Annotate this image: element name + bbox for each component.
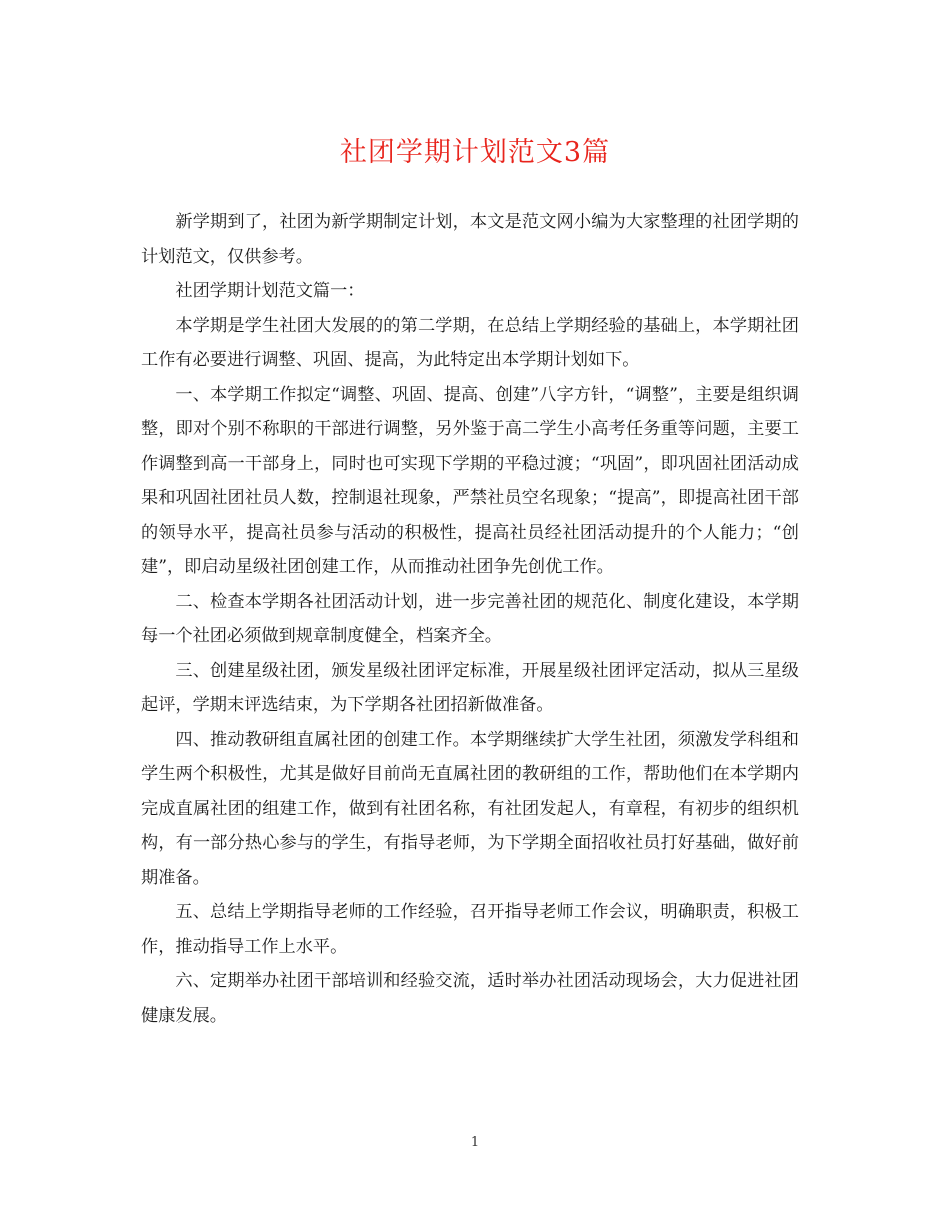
paragraph-item-2: 二、检查本学期各社团活动计划，进一步完善社团的规范化、制度化建设，本学期每一个社团必须做到规章制度健全，档案齐全。 [141, 591, 799, 646]
paragraph-item-6: 六、定期举办社团干部培训和经验交流，适时举办社团活动现场会，大力促进社团健康发展。 [141, 971, 799, 1026]
paragraph-section-heading: 社团学期计划范文篇一： [175, 281, 365, 301]
paragraph-intro: 新学期到了，社团为新学期制定计划，本文是范文网小编为大家整理的社团学期的计划范文，仅供参考。 [141, 212, 799, 267]
document-title: 社团学期计划范文3篇 [339, 137, 611, 168]
page-number: 1 [470, 1135, 480, 1150]
paragraph-item-3: 三、创建星级社团，颁发星级社团评定标准，开展星级社团评定活动，拟从三星级起评，学期末评选结束，为下学期各社团招新做准备。 [141, 660, 799, 715]
paragraph-item-4: 四、推动教研组直属社团的创建工作。本学期继续扩大学生社团，须激发学科组和学生两个积极性，尤其是做好目前尚无直属社团的教研组的工作，帮助他们在本学期内完成直属社团的组建工作，做到有社团名称，有社团发起人，有章程，有初步的组织机构，有一部分热心参与的学生，有指导老师，为下学期全面招收社员打好基础，做好前期准备。 [141, 729, 799, 888]
paragraph-overview: 本学期是学生社团大发展的的第二学期，在总结上学期经验的基础上，本学期社团工作有必要进行调整、巩固、提高，为此特定出本学期计划如下。 [141, 315, 799, 370]
paragraph-item-5: 五、总结上学期指导老师的工作经验，召开指导老师工作会议，明确职责，积极工作，推动指导工作上水平。 [141, 902, 799, 957]
paragraph-item-1: 一、本学期工作拟定“调整、巩固、提高、创建”八字方针，“调整”，主要是组织调整，即对个别不称职的干部进行调整，另外鉴于高二学生小高考任务重等问题，主要工作调整到高一干部身上，同时也可实现下学期的平稳过渡；“巩固”，即巩固社团活动成果和巩固社团社员人数，控制退社现象，严禁社员空名现象；“提高”，即提高社团干部的领导水平，提高社员参与活动的积极性，提高社员经社团活动提升的个人能力；“创建”，即启动星级社团创建工作，从而推动社团争先创优工作。 [141, 384, 799, 577]
document-body [141, 205, 799, 1033]
